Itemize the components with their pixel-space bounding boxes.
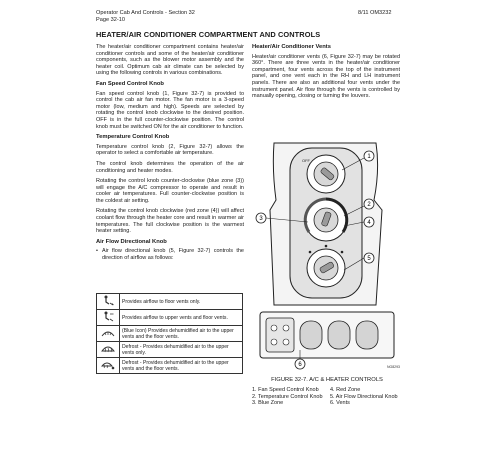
- header-section: Operator Cab And Controls - Section 32: [96, 10, 195, 16]
- airflow-heading: Air Flow Directional Knob: [96, 238, 167, 245]
- airflow-mode-text: Defrost - Provides dehumidified air to the upper vents and the floor vents.: [120, 358, 243, 374]
- table-row: [97, 310, 243, 326]
- airflow-table: [96, 293, 243, 374]
- callout-5: 5: [367, 256, 371, 262]
- right-column: [252, 44, 400, 104]
- callout-1: 1: [367, 154, 371, 160]
- temperature-paragraph-1: Temperature control knob (2, Figure 32-7) allows the operator to select a comfortable air temperature.: [96, 143, 244, 157]
- callout-2: 2: [367, 202, 371, 208]
- header-doc-code: 8/11 OM3232: [358, 10, 392, 16]
- page-title: HEATER/AIR CONDITIONER COMPARTMENT AND CONTROLS: [96, 30, 321, 39]
- page-header: [96, 10, 396, 24]
- vents: [260, 312, 394, 358]
- legend-item: 2. Temperature Control Knob: [252, 393, 323, 400]
- figure-image-code: NG8293: [386, 365, 400, 369]
- defrost-icon: [97, 342, 120, 358]
- floor-vent-icon: [97, 294, 120, 310]
- airflow-mode-text: Provides airflow to upper vents and floor vents.: [120, 310, 243, 326]
- intro-paragraph: The heater/air conditioner compartment contains heater/air conditioner controls and some of the heater/air conditioner components, such as the blower motor assembly and the heater coil. Optimum cab air climate can be selected by using the following controls in various combinations.: [96, 44, 244, 77]
- airflow-mode-text: Provides airflow to floor vents only.: [120, 294, 243, 310]
- callout-4: 4: [367, 220, 371, 226]
- temperature-paragraph-4: Rotating the control knob clockwise (red zone (4)) will affect coolant flow through the heater core and result in warmer air temperatures. The full clockwise position is the warmest heater setting.: [96, 208, 244, 235]
- fan-speed-paragraph: Fan speed control knob (1, Figure 32-7) is provided to control the cab air fan motor. The fan motor is a 3-speed motor (low, medium and high). Speeds are selected by rotating the control knob clockwise to the desired position. OFF is in the full counter-clockwise position. The control knob must be switched ON for the air conditioner to function.: [96, 90, 244, 130]
- temperature-paragraph-3: Rotating the control knob counter-clockwise (blue zone (3)) will engage the A/C compressor to operate and result in cooler air temperatures. Full counter-clockwise position is the coldest air setting.: [96, 178, 244, 204]
- legend-item: 5. Air Flow Directional Knob: [330, 393, 398, 400]
- svg-text:OFF: OFF: [302, 158, 310, 163]
- table-row: [97, 342, 243, 358]
- defrost-floor-icon: [97, 358, 120, 374]
- vents-heading: Heater/Air Conditioner Vents: [252, 44, 331, 50]
- header-page-number: Page 32-10: [96, 17, 125, 23]
- airflow-mode-text: (Blue Icon) Provides dehumidified air to the upper vents and the floor vents.: [120, 326, 243, 342]
- temperature-knob: [305, 199, 347, 241]
- temperature-heading: Temperature Control Knob: [96, 134, 170, 141]
- table-row: [97, 326, 243, 342]
- airflow-mode-text: Defrost - Provides dehumidified air to the upper vents only.: [120, 342, 243, 358]
- figure-legend: [252, 387, 402, 407]
- temperature-paragraph-2: The control knob determines the operation of the air conditioning and heater modes.: [96, 160, 244, 174]
- bullet-icon: •: [96, 248, 98, 255]
- figure-ac-heater-controls: [252, 140, 402, 370]
- legend-item: 3. Blue Zone: [252, 400, 284, 407]
- legend-item: 4. Red Zone: [330, 387, 361, 393]
- left-column: [96, 44, 244, 266]
- legend-item: 1. Fan Speed Control Knob: [252, 387, 319, 393]
- fan-speed-heading: Fan Speed Control Knob: [96, 80, 164, 87]
- callout-6: 6: [298, 362, 302, 368]
- legend-item: 6. Vents: [330, 400, 350, 407]
- callout-3: 3: [259, 216, 263, 222]
- table-row: [97, 294, 243, 310]
- vents-paragraph: Heater/air conditioner vents (6, Figure 32-7) may be rotated 360°. There are three vents in the heater/air conditioner compartment, four vents across the top of the instrument panel, and one vent each in the RH and LH instrument panels. There are also an additional four vents under the instrument panel. Air flow through the vents is controlled by manually opening, closing or turning the louvers.: [252, 53, 400, 100]
- table-row: [97, 358, 243, 374]
- dehumidify-floor-icon: [97, 326, 120, 342]
- figure-caption: FIGURE 32-7. A/C & HEATER CONTROLS: [271, 377, 383, 383]
- airflow-bullet: [96, 248, 244, 261]
- airflow-bullet-text: Air flow directional knob (5, Figure 32-7) controls the direction of airflow as follows:: [101, 248, 244, 262]
- upper-floor-vent-icon: [97, 310, 120, 326]
- control-panel-illustration: [252, 140, 402, 370]
